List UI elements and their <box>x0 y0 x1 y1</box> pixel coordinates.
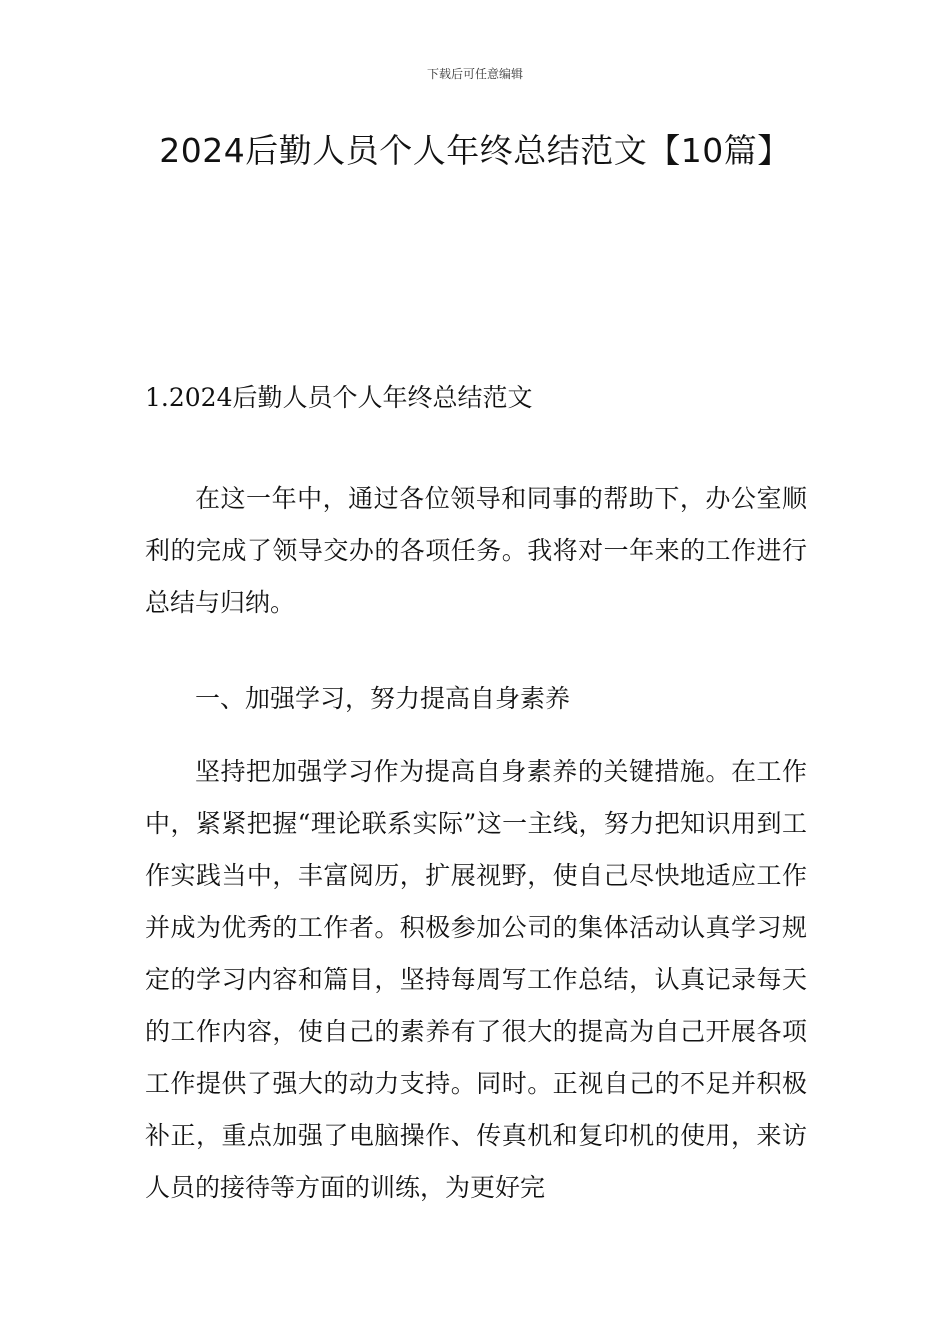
document-title: 2024后勤人员个人年终总结范文【10篇】 <box>159 131 791 170</box>
header-note: 下载后可任意编辑 <box>426 67 523 81</box>
intro-paragraph: 在这一年中，通过各位领导和同事的帮助下，办公室顺利的完成了领导交办的各项任务。我将对一年来的工作进行总结与归纳。 <box>145 484 807 617</box>
subheading-one: 一、加强学习，努力提高自身素养 <box>195 684 571 713</box>
section-title: 1.2024后勤人员个人年终总结范文 <box>145 383 533 412</box>
body-paragraph-one: 坚持把加强学习作为提高自身素养的关键措施。在工作中，紧紧把握“理论联系实际”这一主线，努力把知识用到工作实践当中，丰富阅历，扩展视野，使自己尽快地适应工作并成为优秀的工作者。积极参加公司的集体活动认真学习规定的学习内容和篇目，坚持每周写工作总结，认真记录每天的工作内容，使自己的素养有了很大的提高为自己开展各项工作提供了强大的动力支持。同时。正视自己的不足并积极补正，重点加强了电脑操作、传真机和复印机的使用，来访人员的接待等方面的训练，为更好完 <box>145 757 807 1202</box>
